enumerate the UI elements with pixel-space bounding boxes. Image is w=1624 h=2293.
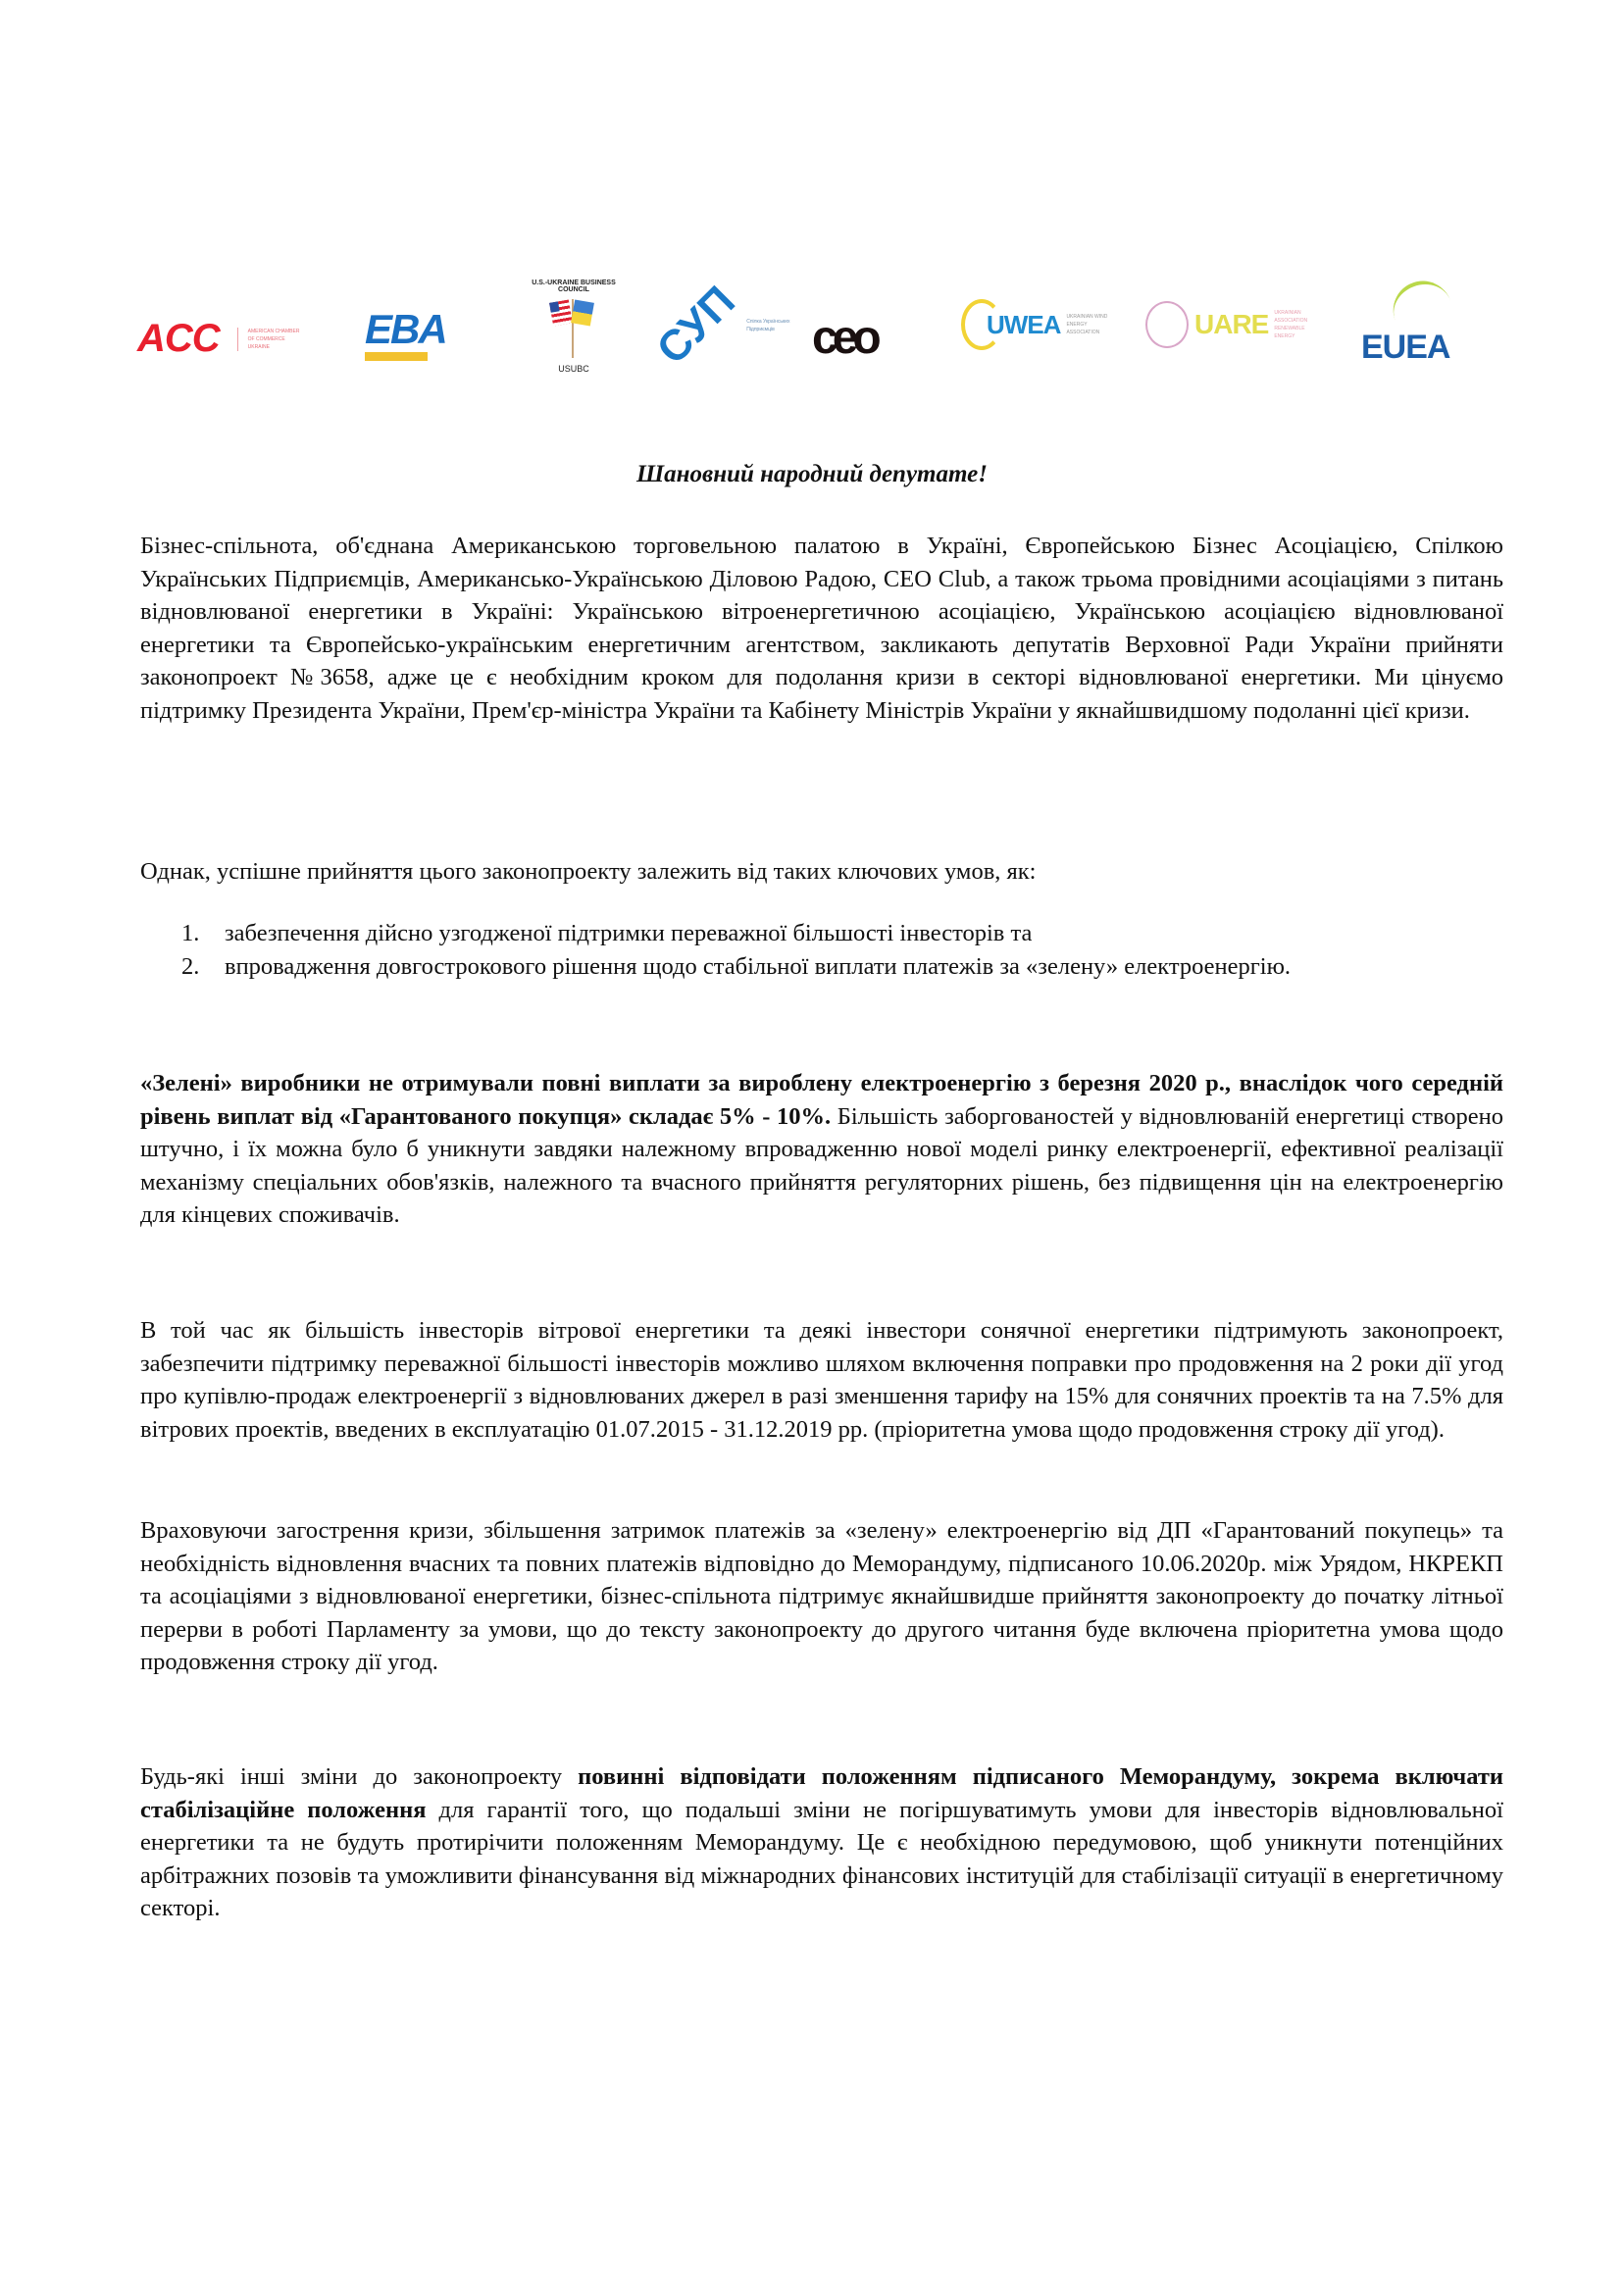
usubc-logo: U.S.-UKRAINE BUSINESS COUNCIL USUBC bbox=[532, 280, 616, 374]
list-item: 2. впровадження довгострокового рішення щодо стабільної виплати платежів за «зелену» електроенергію. bbox=[181, 952, 1292, 980]
logo-bar bbox=[137, 277, 1510, 387]
payments-highlight: «Зелені» виробники не отримували повні виплати за вироблену електроенергію з березня 2020 р., внаслідок чого середній рівень виплат від «Гарантованого покупця» складає 5% - 10%. bbox=[140, 1070, 1503, 1130]
acc-logo: ACC AMERICAN CHAMBER OF COMMERCE UKRAINE bbox=[137, 317, 307, 361]
us-flag-icon bbox=[549, 299, 573, 326]
eba-logo: EBA bbox=[365, 309, 446, 361]
paragraph-memorandum: Будь-які інші зміни до законопроекту повинні відповідати положенням підписаного Меморандуму, зокрема включати стабілізаційне положення для гарантії того, що подальші зміни не погіршуватимуть умови для інвесторів відновлювальної енергетики та не будуть протирічити положенням Меморандуму. Це є необхідною передумовою, щоб уникнути потенційних арбітражних позовів та уможливити фінансування від міжнародних фінансових інституцій для стабілізації ситуації в енергетичному секторі. bbox=[140, 1763, 1503, 1921]
paragraph-crisis: Враховуючи загострення кризи, збільшення затримок платежів за «зелену» електроенергію від ДП «Гарантований покупець» та необхідність відновлення вчасних та повних платежів відповідно до Меморандуму, підписаного 10.06.2020р. між Урядом, НКРЕКП та асоціаціями з відновлюваної енергетики, бізнес-спільнота підтримує якнайшвидше прийняття законопроекту до початку літньої перерви в роботі Парламенту за умови, що до тексту законопроекту до другого читання буде включена пріоритетна умова щодо продовження строку дії угод. bbox=[140, 1517, 1503, 1675]
paragraph-conditions-lead: Однак, успішне прийняття цього законопроекту залежить від таких ключових умов, як: bbox=[140, 858, 1037, 885]
ukraine-flag-icon bbox=[571, 299, 594, 326]
paragraph-payments: «Зелені» виробники не отримували повні виплати за вироблену електроенергію з березня 2020 р., внаслідок чого середній рівень виплат від «Гарантованого покупця» складає 5% - 10%. Більшість заборгованостей у відновлюваній енергетиці створено штучно, і їх можна було б уникнути завдяки належному впровадженню нової моделі ринку електроенергії, ефективної реалізації механізму спеціальних обов'язків, належного та вчасного прийняття регуляторних рішень, без підвищення цін на електроенергію для кінцевих споживачів. bbox=[140, 1070, 1503, 1228]
eba-yellow-bar bbox=[365, 352, 428, 361]
paragraph-intro: Бізнес-спільнота, об'єднана Американською торговельною палатою в Україні, Європейською Бізнес Асоціацією, Спілкою Українських Підприємців, Американсько-Українською Діловою Радою, CEO Club, а також трьома провідними асоціаціями з питань відновлюваної енергетики в Україні: Українською вітроенергетичною асоціацією, Українською асоціацією відновлюваної енергетики та Європейсько-українським енергетичним агентством, закликають депутатів Верховної Ради України прийняти законопроект №3658, адже це є необхідним кроком для подолання кризи в секторі відновлюваної енергетики. Ми цінуємо підтримку Президента України, Прем'єр-міністра України та Кабінету Міністрів України у якнайшвидшому подоланні цієї кризи. bbox=[140, 533, 1503, 724]
euea-logo: EUEA bbox=[1361, 281, 1449, 367]
memorandum-highlight: повинні відповідати положенням підписаного Меморандуму, зокрема включати стабілізаційне положення bbox=[140, 1763, 1503, 1823]
conditions-list bbox=[140, 917, 1503, 983]
uare-logo: UARE UKRAINIAN ASSOCIATION RENEWABLE ENERGY bbox=[1145, 301, 1323, 348]
list-item: 1. забезпечення дійсно узгодженої підтримки переважної більшості інвесторів та bbox=[181, 920, 1033, 946]
sup-logo: СУП Спілка Українських Підприємців bbox=[647, 277, 790, 374]
uare-emblem-icon bbox=[1145, 301, 1189, 348]
uwea-logo: UWEA UKRAINIAN WIND ENERGY ASSOCIATION bbox=[961, 299, 1115, 350]
letter-greeting: Шановний народний депутате! bbox=[636, 461, 988, 487]
ceo-club-logo: ceo bbox=[812, 312, 876, 364]
paragraph-investors: В той час як більшість інвесторів вітрової енергетики та деякі інвестори сонячної енергетики підтримують законопроект, забезпечити підтримку переважної більшості інвесторів можливо шляхом включення поправки про продовження на 2 роки дії угод про купівлю-продаж електроенергії з відновлюваних джерел в разі зменшення тарифу на 15% для сонячних проектів та на 7.5% для вітрових проектів, введених в експлуатацію 01.07.2015 - 31.12.2019 рр. (пріоритетна умова щодо продовження строку дії угод). bbox=[140, 1317, 1503, 1443]
sun-rays-icon bbox=[1386, 273, 1455, 333]
